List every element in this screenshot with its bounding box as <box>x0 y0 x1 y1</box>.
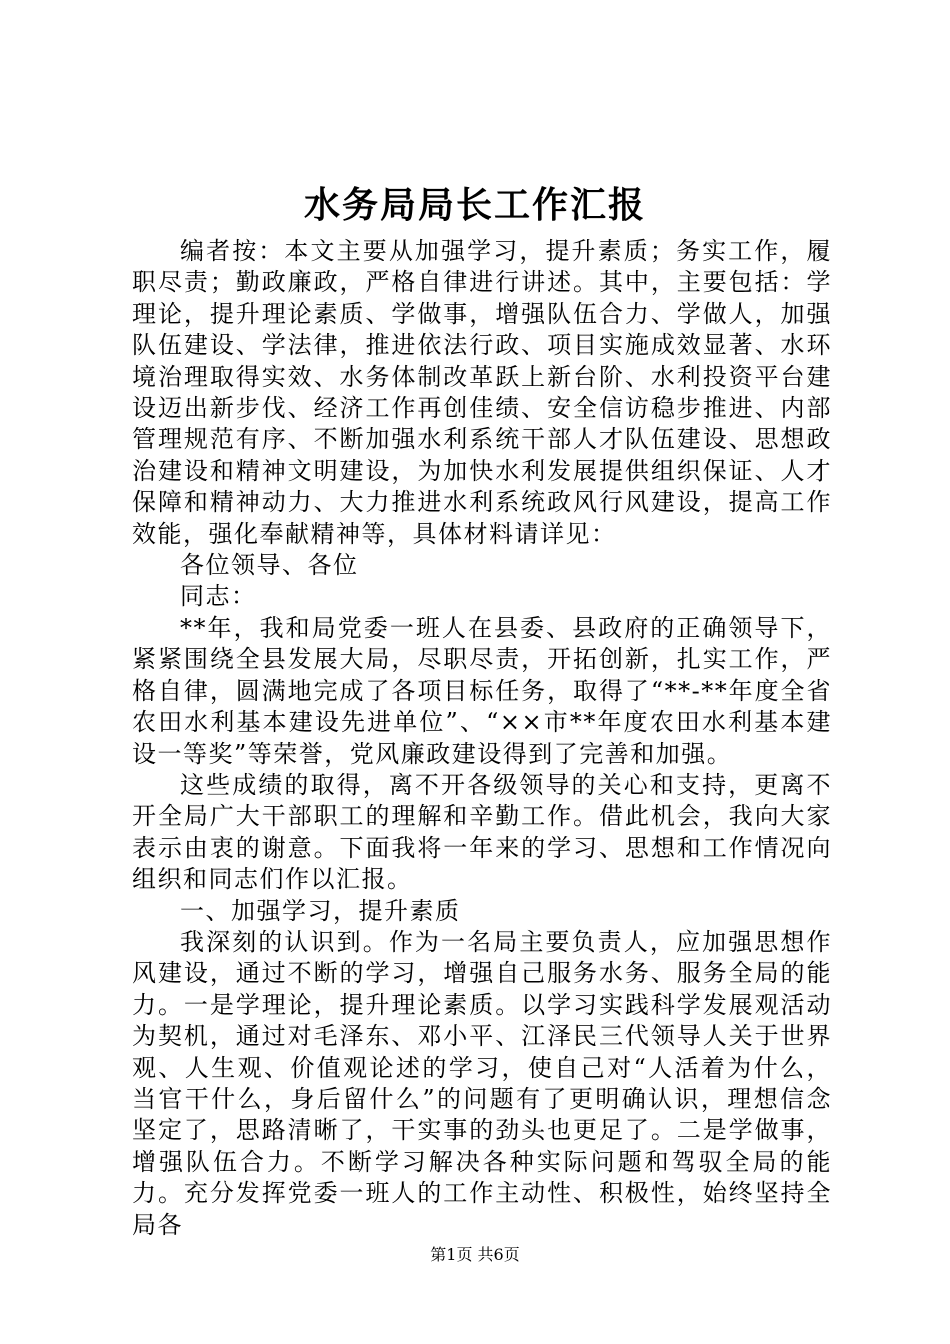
page-footer: 第1页 共6页 <box>430 1245 520 1264</box>
document-body <box>132 236 832 1241</box>
paragraph-study: 我深刻的认识到。作为一名局主要负责人，应加强思想作风建设，通过不断的学习，增强自己服务水务、服务全局的能力。一是学理论，提升理论素质。以学习实践科学发展观活动为契机，通过对毛泽东、邓小平、江泽民三代领导人关于世界观、人生观、价值观论述的学习，使自己对“人活着为什么，当官干什么，身后留什么”的问题有了更明确认识，理想信念坚定了，思路清晰了，干实事的劲头也更足了。二是学做事，增强队伍合力。不断学习解决各种实际问题和驾驭全局的能力。充分发挥党委一班人的工作主动性、积极性，始终坚持全局各 <box>132 927 832 1239</box>
paragraph-salutation: 各位领导、各位 <box>180 551 359 580</box>
paragraph-salutation-cont: 同志： <box>180 582 257 611</box>
paragraph-achievements: **年，我和局党委一班人在县委、县政府的正确领导下，紧紧围绕全县发展大局，尽职尽责，开拓创新，扎实工作，严格自律，圆满地完成了各项目标任务，取得了“**-**年度全省农田水利基本建设先进单位”、“××市**年度农田水利基本建设一等奖”等荣誉，党风廉政建设得到了完善和加强。 <box>132 613 832 768</box>
paragraph-thanks: 这些成绩的取得，离不开各级领导的关心和支持，更离不开全局广大干部职工的理解和辛勤工作。借此机会，我向大家表示由衷的谢意。下面我将一年来的学习、思想和工作情况向组织和同志们作以汇报。 <box>132 770 832 894</box>
paragraph-editor-note: 编者按：本文主要从加强学习，提升素质；务实工作，履职尽责；勤政廉政，严格自律进行讲述。其中，主要包括：学理论，提升理论素质、学做事，增强队伍合力、学做人，加强队伍建设、学法律，推进依法行政、项目实施成效显著、水环境治理取得实效、水务体制改革跃上新台阶、水利投资平台建设迈出新步伐、经济工作再创佳绩、安全信访稳步推进、内部管理规范有序、不断加强水利系统干部人才队伍建设、思想政治建设和精神文明建设，为加快水利发展提供组织保证、人才保障和精神动力、大力推进水利系统政风行风建设，提高工作效能，强化奉献精神等，具体材料请详见： <box>132 237 832 548</box>
document-title: 水务局局长工作汇报 <box>303 184 646 226</box>
section-heading-1: 一、加强学习，提升素质 <box>180 896 461 925</box>
